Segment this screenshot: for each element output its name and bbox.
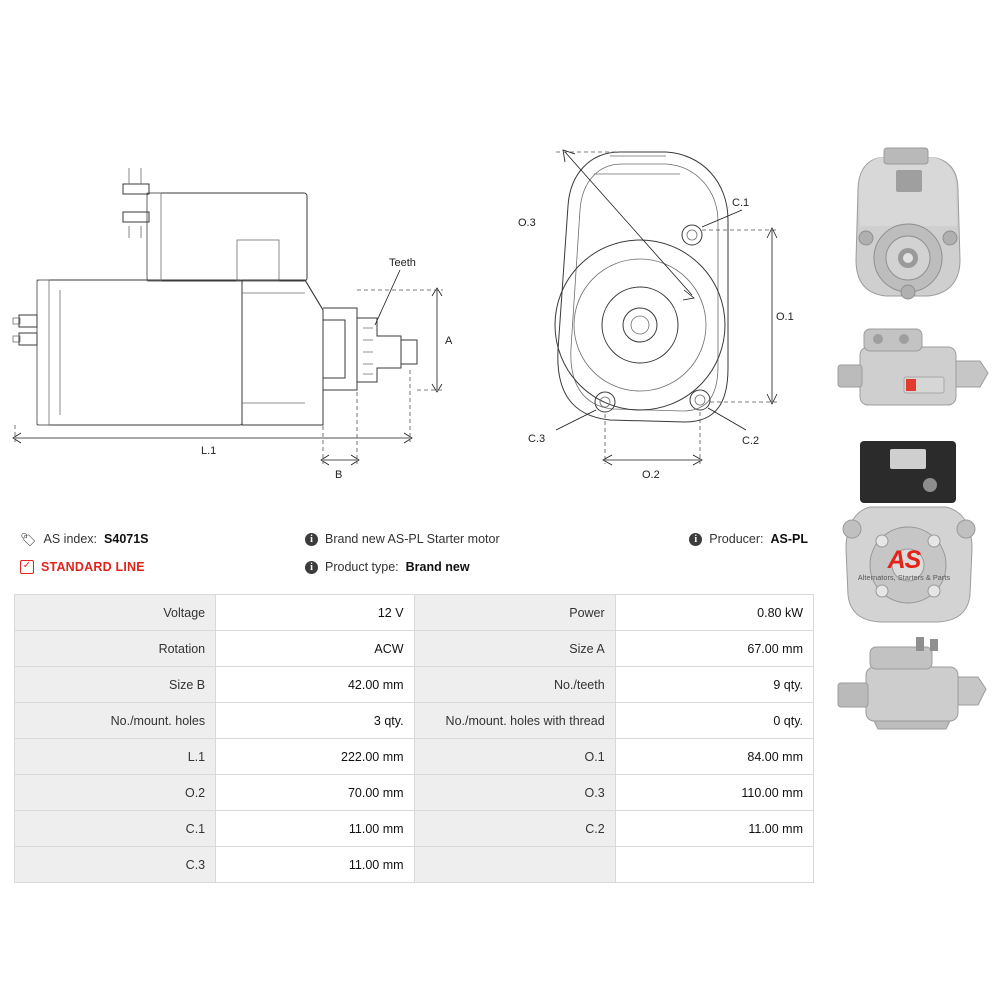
table-row [15,667,814,703]
label-A: A [445,335,453,347]
spec-value: 11.00 mm [615,811,813,847]
table-row [15,739,814,775]
producer-line [689,528,808,550]
brand-name: AS [887,546,921,574]
spec-label: C.3 [15,847,216,883]
spec-empty-cell [414,847,615,883]
table-row [15,595,814,631]
as-index-line [20,528,149,550]
label-O3: O.3 [518,217,536,229]
spec-value: 11.00 mm [216,811,414,847]
spec-label: Power [414,595,615,631]
info-column-middle [305,528,500,584]
label-B: B [335,469,343,481]
spec-value: 0 qty. [615,703,813,739]
table-row [15,703,814,739]
spec-value: 3 qty. [216,703,414,739]
starter-side-view-drawing [5,140,465,510]
product-photo-gallery [818,140,998,749]
spec-label: Size B [15,667,216,703]
label-C3: C.3 [528,433,546,445]
spec-value: 222.00 mm [216,739,414,775]
producer-label: Producer: [709,532,764,546]
info-icon: i [305,561,318,574]
spec-label: C.1 [15,811,216,847]
product-info-row [0,524,1000,592]
specifications-table [14,594,814,883]
spec-label: Size A [414,631,615,667]
spec-label: No./mount. holes [15,703,216,739]
product-photo-4[interactable] [818,633,998,743]
spec-label: Rotation [15,631,216,667]
product-photo-1[interactable] [818,140,998,315]
product-photo-2[interactable] [818,321,998,431]
tag-icon: 🏷 [20,531,37,547]
label-L1: L.1 [201,445,217,457]
spec-value: 70.00 mm [216,775,414,811]
spec-value: 110.00 mm [615,775,813,811]
spec-value: 84.00 mm [615,739,813,775]
info-icon: i [689,533,702,546]
spec-value: 12 V [216,595,414,631]
spec-value: 9 qty. [615,667,813,703]
table-row [15,847,814,883]
product-type-label: Product type: [325,560,399,574]
product-description-line [305,528,500,550]
spec-label: O.3 [414,775,615,811]
starter-front-view-drawing [470,130,810,510]
table-row [15,631,814,667]
spec-value: 0.80 kW [615,595,813,631]
as-index-value: S4071S [104,532,149,546]
table-row [15,811,814,847]
product-type-value: Brand new [405,560,470,574]
standard-line-label: STANDARD LINE [41,560,145,574]
spec-value: 42.00 mm [216,667,414,703]
spec-value: 11.00 mm [216,847,414,883]
spec-label: O.1 [414,739,615,775]
spec-label: L.1 [15,739,216,775]
producer-value: AS-PL [770,532,808,546]
table-row [15,775,814,811]
info-icon: i [305,533,318,546]
checkbox-icon: ✓ [20,560,34,574]
standard-line-badge [20,556,149,578]
spec-label: O.2 [15,775,216,811]
spec-value: ACW [216,631,414,667]
label-O2: O.2 [642,469,660,481]
label-C1: C.1 [732,197,750,209]
spec-empty-cell [615,847,813,883]
product-description: Brand new AS-PL Starter motor [325,532,500,546]
spec-label: Voltage [15,595,216,631]
spec-value: 67.00 mm [615,631,813,667]
as-pl-logo [818,548,990,582]
label-O1: O.1 [776,311,794,323]
spec-label: No./teeth [414,667,615,703]
label-C2: C.2 [742,435,760,447]
brand-tagline: Alternators, Starters & Parts [857,573,951,582]
spec-label: C.2 [414,811,615,847]
spec-label: No./mount. holes with thread [414,703,615,739]
as-index-label: AS index: [43,532,98,546]
info-column-left [20,528,149,584]
info-column-right [689,528,808,556]
product-type-line [305,556,500,578]
label-teeth: Teeth [389,257,416,269]
